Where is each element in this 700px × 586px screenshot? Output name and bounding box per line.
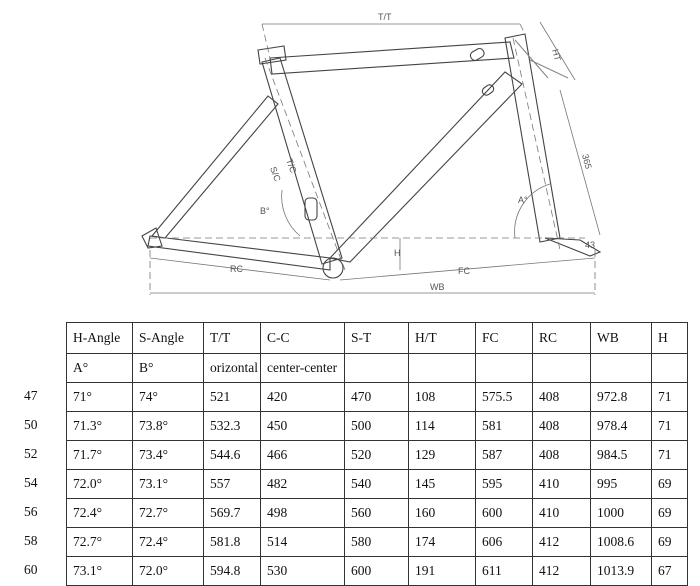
table-row — [67, 557, 688, 586]
table-cell: C-C — [261, 323, 345, 354]
table-cell: 498 — [261, 499, 345, 528]
table-cell: 67 — [652, 557, 688, 586]
table-cell: 69 — [652, 470, 688, 499]
table-cell: H/T — [409, 323, 476, 354]
table-cell: 410 — [533, 470, 591, 499]
size-label: 56 — [24, 504, 38, 519]
table-cell: 600 — [476, 499, 533, 528]
table-cell: T/T — [204, 323, 261, 354]
table-row — [67, 528, 688, 557]
table-cell: H — [652, 323, 688, 354]
table-cell: 1000 — [591, 499, 652, 528]
table-cell: 972.8 — [591, 383, 652, 412]
table-cell: center-center — [261, 354, 345, 383]
table-cell: 71° — [67, 383, 133, 412]
table-cell: 412 — [533, 528, 591, 557]
table-cell: 600 — [345, 557, 409, 586]
table-row — [67, 383, 688, 412]
tt-label: T/T — [378, 12, 392, 22]
table-cell: 410 — [533, 499, 591, 528]
table-cell: 569.7 — [204, 499, 261, 528]
table-cell: A° — [67, 354, 133, 383]
sc-label: S/C — [268, 165, 283, 183]
table-cell: 521 — [204, 383, 261, 412]
table-cell: 470 — [345, 383, 409, 412]
table-cell — [591, 354, 652, 383]
table-cell: 71 — [652, 383, 688, 412]
table-row — [67, 499, 688, 528]
table-cell: 540 — [345, 470, 409, 499]
table-cell: 594.8 — [204, 557, 261, 586]
table-row — [67, 441, 688, 470]
table-cell: H-Angle — [67, 323, 133, 354]
bottle-boss — [305, 198, 317, 220]
table-cell: 995 — [591, 470, 652, 499]
table-cell: 532.3 — [204, 412, 261, 441]
table-cell: 72.0° — [133, 557, 204, 586]
table-cell — [533, 354, 591, 383]
table-cell: 420 — [261, 383, 345, 412]
table-cell: 984.5 — [591, 441, 652, 470]
table-cell — [345, 354, 409, 383]
table-cell: S-Angle — [133, 323, 204, 354]
table-cell: 408 — [533, 412, 591, 441]
h-label: H — [394, 248, 401, 258]
table-cell: 72.7° — [133, 499, 204, 528]
table-cell: 74° — [133, 383, 204, 412]
length-label: 365 — [580, 152, 594, 171]
table-cell: 575.5 — [476, 383, 533, 412]
table-cell: orizontal — [204, 354, 261, 383]
table-cell: 160 — [409, 499, 476, 528]
table-cell: 611 — [476, 557, 533, 586]
table-cell: B° — [133, 354, 204, 383]
table-cell: 73.4° — [133, 441, 204, 470]
table-cell: 412 — [533, 557, 591, 586]
geometry-table — [66, 322, 688, 586]
table-cell: 129 — [409, 441, 476, 470]
table-cell: 71.3° — [67, 412, 133, 441]
table-cell: S-T — [345, 323, 409, 354]
table-cell: 978.4 — [591, 412, 652, 441]
table-cell: 1008.6 — [591, 528, 652, 557]
tc-label: T/C — [284, 157, 299, 175]
table-cell — [652, 354, 688, 383]
table-cell: 73.1° — [67, 557, 133, 586]
table-cell: RC — [533, 323, 591, 354]
table-cell: 145 — [409, 470, 476, 499]
a-angle-label: A° — [518, 195, 528, 205]
offset-label: 43 — [585, 240, 596, 250]
table-cell: 73.8° — [133, 412, 204, 441]
table-cell: 108 — [409, 383, 476, 412]
table-cell: 544.6 — [204, 441, 261, 470]
down-tube — [330, 72, 522, 262]
table-cell: 174 — [409, 528, 476, 557]
table-row — [67, 470, 688, 499]
seat-tube — [262, 58, 342, 264]
rc-label: RC — [230, 264, 243, 274]
head-tube — [505, 34, 560, 242]
table-cell: 520 — [345, 441, 409, 470]
fc-label: FC — [458, 266, 470, 276]
table-cell: 1013.9 — [591, 557, 652, 586]
table-row — [67, 412, 688, 441]
size-label: 58 — [24, 533, 38, 548]
table-cell: 191 — [409, 557, 476, 586]
table-cell: 482 — [261, 470, 345, 499]
table-cell: 114 — [409, 412, 476, 441]
table-cell: 581.8 — [204, 528, 261, 557]
table-cell: 69 — [652, 528, 688, 557]
subheader-row — [67, 354, 688, 383]
size-label: 47 — [24, 388, 38, 403]
table-cell: WB — [591, 323, 652, 354]
size-label: 60 — [24, 562, 38, 577]
table-cell: FC — [476, 323, 533, 354]
table-cell: 408 — [533, 383, 591, 412]
table-cell: 595 — [476, 470, 533, 499]
table-cell: 71 — [652, 441, 688, 470]
wb-label: WB — [430, 282, 445, 292]
table-cell: 72.4° — [133, 528, 204, 557]
table-cell: 557 — [204, 470, 261, 499]
table-cell: 580 — [345, 528, 409, 557]
top-tube — [270, 42, 514, 74]
table-cell: 514 — [261, 528, 345, 557]
size-label: 52 — [24, 446, 38, 461]
size-label: 50 — [24, 417, 38, 432]
table-cell: 530 — [261, 557, 345, 586]
table-cell: 408 — [533, 441, 591, 470]
table-cell: 72.7° — [67, 528, 133, 557]
table-cell: 73.1° — [133, 470, 204, 499]
table-cell: 450 — [261, 412, 345, 441]
seat-stay — [152, 96, 278, 238]
ht-label: HT — [550, 47, 563, 63]
size-label: 54 — [24, 475, 38, 490]
table-cell — [476, 354, 533, 383]
table-cell: 72.0° — [67, 470, 133, 499]
header-row — [67, 323, 688, 354]
table-cell: 69 — [652, 499, 688, 528]
table-cell: 72.4° — [67, 499, 133, 528]
table-cell: 606 — [476, 528, 533, 557]
table-cell — [409, 354, 476, 383]
table-cell: 466 — [261, 441, 345, 470]
table-cell: 71.7° — [67, 441, 133, 470]
table-cell: 500 — [345, 412, 409, 441]
table-cell: 587 — [476, 441, 533, 470]
table-cell: 560 — [345, 499, 409, 528]
b-angle-label: B° — [260, 206, 270, 216]
table-cell: 581 — [476, 412, 533, 441]
table-cell: 71 — [652, 412, 688, 441]
